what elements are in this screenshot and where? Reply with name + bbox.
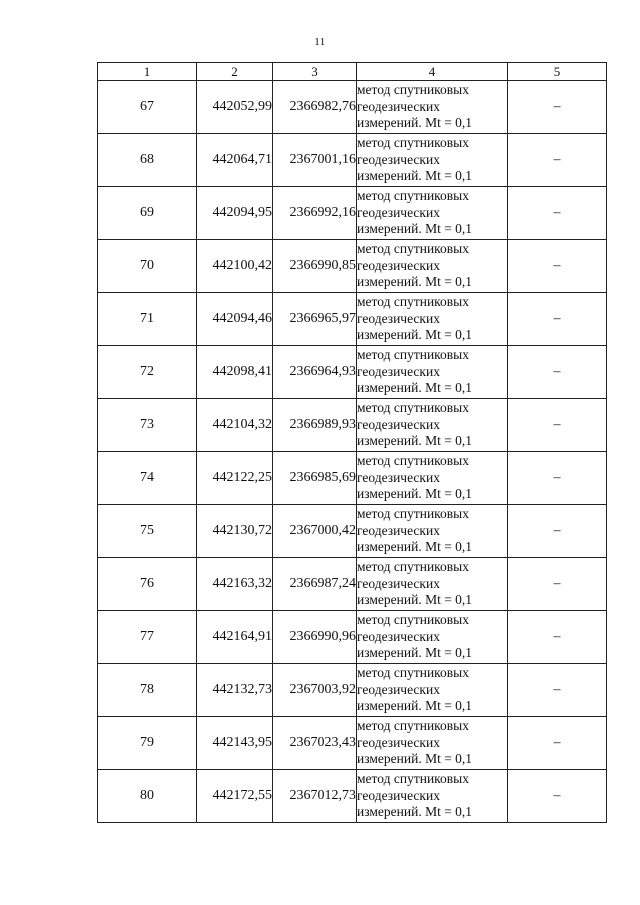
column-5-cell: – [508,770,607,823]
column-5-cell: – [508,558,607,611]
method-text-line: геодезических [357,98,440,114]
method-text-line: метод спутниковых [357,771,469,787]
method-text-line: метод спутниковых [357,612,469,628]
header-col-4: 4 [357,63,508,81]
point-number-cell: 76 [98,558,197,611]
header-col-1: 1 [98,63,197,81]
column-5-cell: – [508,505,607,558]
method-cell [357,558,508,611]
y-coordinate-cell: 2366964,93 [273,346,357,399]
y-coordinate-cell: 2366965,97 [273,293,357,346]
x-coordinate-cell: 442163,32 [197,558,273,611]
table-row [98,134,607,187]
method-text-line: геодезических [357,628,440,644]
method-text-line: геодезических [357,416,440,432]
point-number-cell: 77 [98,611,197,664]
method-text-line: метод спутниковых [357,506,469,522]
x-coordinate-cell: 442164,91 [197,611,273,664]
method-text-line: метод спутниковых [357,665,469,681]
y-coordinate-cell: 2367000,42 [273,505,357,558]
y-coordinate-cell: 2366989,93 [273,399,357,452]
method-text-line: метод спутниковых [357,135,469,151]
method-text-line: метод спутниковых [357,347,469,363]
method-text-line: измерений. Mt = 0,1 [357,486,473,502]
method-cell [357,611,508,664]
point-number-cell: 75 [98,505,197,558]
column-5-cell: – [508,399,607,452]
method-cell [357,505,508,558]
point-number-cell: 68 [98,134,197,187]
page-number: 11 [314,36,326,48]
table-row [98,558,607,611]
x-coordinate-cell: 442094,46 [197,293,273,346]
header-col-3: 3 [273,63,357,81]
method-text-line: метод спутниковых [357,82,469,98]
method-cell [357,770,508,823]
point-number-cell: 70 [98,240,197,293]
y-coordinate-cell: 2366985,69 [273,452,357,505]
point-number-cell: 79 [98,717,197,770]
column-5-cell: – [508,717,607,770]
method-text-line: измерений. Mt = 0,1 [357,698,473,714]
column-5-cell: – [508,187,607,240]
table-header [98,63,607,81]
table-row [98,81,607,134]
method-text-line: измерений. Mt = 0,1 [357,751,473,767]
method-text-line: измерений. Mt = 0,1 [357,115,473,131]
table-body [98,81,607,823]
method-text-line: метод спутниковых [357,241,469,257]
x-coordinate-cell: 442098,41 [197,346,273,399]
method-text-line: геодезических [357,469,440,485]
y-coordinate-cell: 2367023,43 [273,717,357,770]
column-5-cell: – [508,240,607,293]
method-text-line: метод спутниковых [357,400,469,416]
method-text-line: измерений. Mt = 0,1 [357,592,473,608]
method-text-line: геодезических [357,257,440,273]
x-coordinate-cell: 442143,95 [197,717,273,770]
method-text-line: геодезических [357,522,440,538]
method-text-line: метод спутниковых [357,718,469,734]
header-col-2: 2 [197,63,273,81]
x-coordinate-cell: 442094,95 [197,187,273,240]
column-5-cell: – [508,452,607,505]
column-5-cell: – [508,134,607,187]
x-coordinate-cell: 442132,73 [197,664,273,717]
method-cell [357,187,508,240]
column-5-cell: – [508,346,607,399]
method-cell [357,346,508,399]
x-coordinate-cell: 442122,25 [197,452,273,505]
y-coordinate-cell: 2367012,73 [273,770,357,823]
method-text-line: метод спутниковых [357,559,469,575]
point-number-cell: 72 [98,346,197,399]
method-cell [357,134,508,187]
table-row [98,452,607,505]
method-cell [357,293,508,346]
y-coordinate-cell: 2366982,76 [273,81,357,134]
column-5-cell: – [508,664,607,717]
method-text-line: геодезических [357,204,440,220]
table-row [98,293,607,346]
table-row [98,240,607,293]
point-number-cell: 67 [98,81,197,134]
column-5-cell: – [508,293,607,346]
method-cell [357,399,508,452]
method-text-line: измерений. Mt = 0,1 [357,539,473,555]
method-cell [357,452,508,505]
method-text-line: метод спутниковых [357,294,469,310]
table-row [98,187,607,240]
method-cell [357,664,508,717]
point-number-cell: 69 [98,187,197,240]
method-text-line: измерений. Mt = 0,1 [357,380,473,396]
method-text-line: геодезических [357,575,440,591]
table-row [98,399,607,452]
x-coordinate-cell: 442104,32 [197,399,273,452]
column-5-cell: – [508,611,607,664]
table-row [98,770,607,823]
x-coordinate-cell: 442130,72 [197,505,273,558]
method-text-line: измерений. Mt = 0,1 [357,804,473,820]
x-coordinate-cell: 442064,71 [197,134,273,187]
y-coordinate-cell: 2366990,96 [273,611,357,664]
method-text-line: геодезических [357,310,440,326]
coordinates-table [97,62,607,823]
header-row [98,63,607,81]
y-coordinate-cell: 2366987,24 [273,558,357,611]
point-number-cell: 71 [98,293,197,346]
table-row [98,505,607,558]
x-coordinate-cell: 442172,55 [197,770,273,823]
method-cell [357,81,508,134]
point-number-cell: 73 [98,399,197,452]
method-text-line: метод спутниковых [357,188,469,204]
method-text-line: измерений. Mt = 0,1 [357,274,473,290]
x-coordinate-cell: 442100,42 [197,240,273,293]
y-coordinate-cell: 2367001,16 [273,134,357,187]
method-text-line: геодезических [357,363,440,379]
method-text-line: геодезических [357,787,440,803]
y-coordinate-cell: 2366990,85 [273,240,357,293]
method-cell [357,240,508,293]
method-text-line: измерений. Mt = 0,1 [357,433,473,449]
column-5-cell: – [508,81,607,134]
point-number-cell: 80 [98,770,197,823]
method-text-line: измерений. Mt = 0,1 [357,645,473,661]
table-row [98,611,607,664]
point-number-cell: 78 [98,664,197,717]
method-text-line: геодезических [357,734,440,750]
method-text-line: метод спутниковых [357,453,469,469]
x-coordinate-cell: 442052,99 [197,81,273,134]
table-row [98,346,607,399]
method-text-line: геодезических [357,681,440,697]
method-text-line: измерений. Mt = 0,1 [357,168,473,184]
table-row [98,717,607,770]
y-coordinate-cell: 2367003,92 [273,664,357,717]
table-row [98,664,607,717]
method-text-line: геодезических [357,151,440,167]
method-cell [357,717,508,770]
y-coordinate-cell: 2366992,16 [273,187,357,240]
method-text-line: измерений. Mt = 0,1 [357,221,473,237]
point-number-cell: 74 [98,452,197,505]
header-col-5: 5 [508,63,607,81]
method-text-line: измерений. Mt = 0,1 [357,327,473,343]
